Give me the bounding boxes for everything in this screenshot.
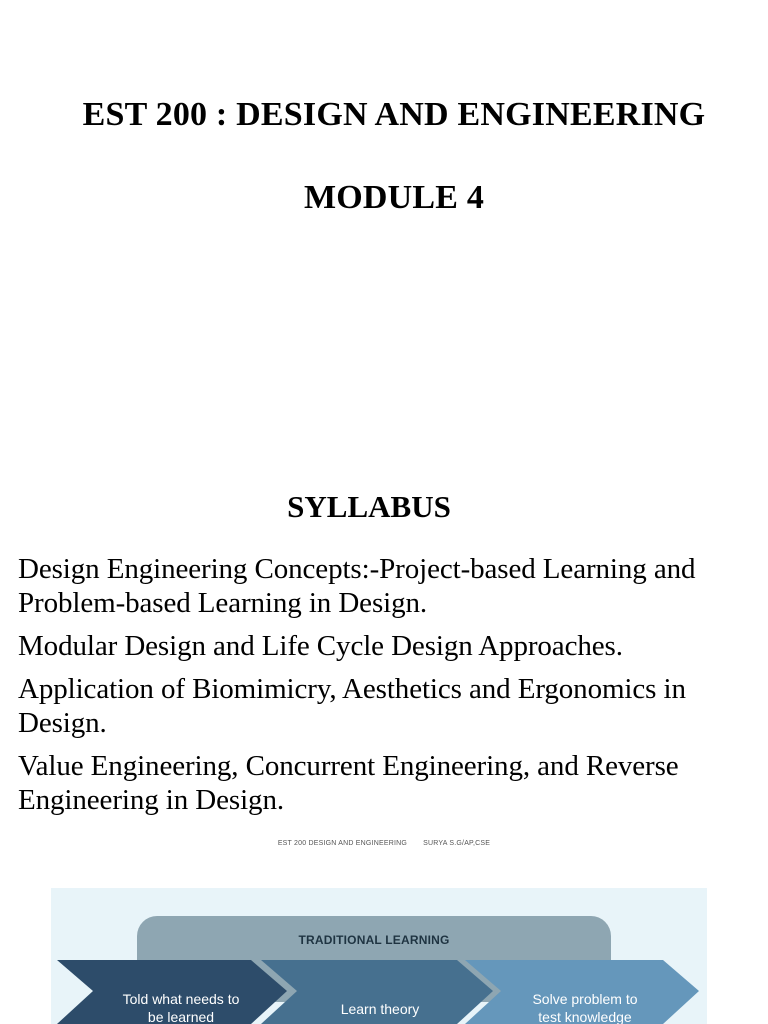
syllabus-heading: SYLLABUS (287, 489, 451, 524)
traditional-learning-label: TRADITIONAL LEARNING (298, 933, 450, 947)
step-label-1-line2: be learned (147, 1009, 215, 1024)
footer-author: SURYA S.G/AP,CSE (423, 840, 491, 847)
course-title: EST 200 : DESIGN AND ENGINEERING (82, 96, 706, 133)
syllabus-item: Value Engineering, Concurrent Engineering, and Reverse Engineering in Design. (18, 750, 679, 816)
syllabus-item: Modular Design and Life Cycle Design Approaches. (18, 630, 623, 662)
step-label-1-line1: Told what needs to (122, 991, 240, 1007)
syllabus-item: Design Engineering Concepts:-Project-based Learning and Problem-based Learning in Design. (18, 553, 696, 619)
step-label-2: Learn theory (340, 1001, 420, 1017)
step-label-3-line2: test knowledge (538, 1009, 632, 1024)
slide-footer (0, 840, 768, 847)
syllabus-list (18, 552, 763, 826)
syllabus-item: Application of Biomimicry, Aesthetics and Ergonomics in Design. (18, 673, 686, 739)
footer-course: EST 200 DESIGN AND ENGINEERING (277, 840, 407, 847)
module-title: MODULE 4 (303, 179, 485, 216)
step-label-3-line1: Solve problem to (532, 991, 638, 1007)
learning-diagram (51, 888, 707, 1024)
learning-steps-flow (51, 960, 707, 1024)
